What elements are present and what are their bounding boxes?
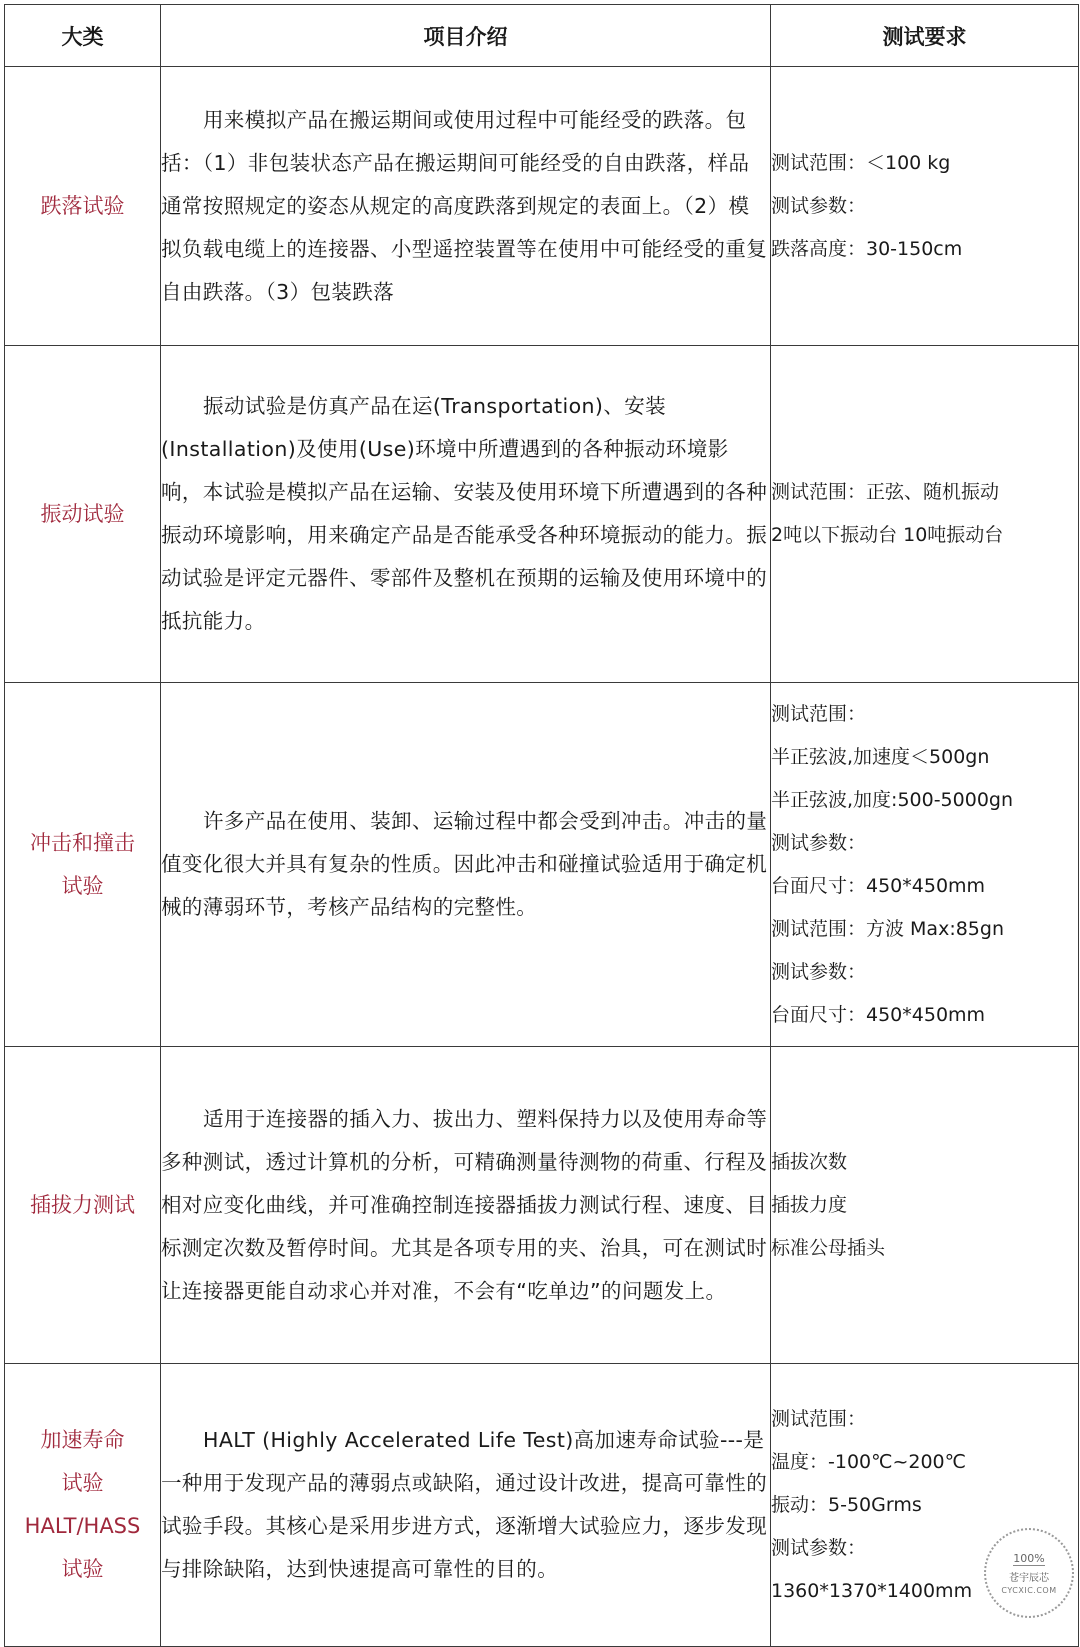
intro-cell [161, 1364, 771, 1647]
seal-name: 苍宇辰芯 [1009, 1572, 1049, 1584]
category-label: 插拔力测试 [30, 1192, 135, 1217]
watermark-seal [984, 1528, 1074, 1618]
requirement-line: 测试参数： [771, 831, 867, 854]
requirement-line: 振动：5-50Grms [771, 1493, 922, 1516]
requirement-line: 测试范围：正弦、随机振动 [771, 481, 1000, 503]
requirements-cell [771, 1047, 1079, 1364]
header-requirements: 测试要求 [771, 5, 1079, 67]
requirement-line: 测试范围：＜100 kg [771, 151, 951, 174]
requirement-line: 半正弦波,加速度＜500gn [771, 745, 990, 768]
category-cell [5, 683, 161, 1047]
requirement-line: 半正弦波,加度:500-5000gn [771, 788, 1014, 811]
intro-cell [161, 1047, 771, 1364]
header-row [5, 5, 1079, 67]
requirement-line: 测试范围：方波 Max:85gn [771, 917, 1005, 940]
table-row [5, 346, 1079, 683]
intro-text: 许多产品在使用、装卸、运输过程中都会受到冲击。冲击的量值变化很大并具有复杂的性质。因此冲击和碰撞试验适用于确定机械的薄弱环节，考核产品结构的完整性。 [161, 809, 768, 919]
test-items-table [4, 4, 1079, 1647]
category-label: 跌落试验 [40, 193, 125, 218]
category-label: 加速寿命 [40, 1428, 125, 1452]
header-category: 大类 [5, 5, 161, 67]
requirement-line: 跌落高度：30-150cm [771, 237, 963, 260]
requirement-line: 测试参数： [771, 960, 867, 983]
table-row [5, 1364, 1079, 1647]
requirement-line: 测试范围： [771, 702, 867, 725]
seal-percent: 100% [1013, 1551, 1045, 1565]
requirement-line: 插拔次数 [771, 1150, 848, 1173]
category-label: 试验 [61, 1557, 104, 1581]
requirement-line: 测试参数： [771, 194, 867, 217]
requirement-line: 测试参数： [771, 1536, 867, 1559]
category-cell [5, 67, 161, 346]
intro-text: 振动试验是仿真产品在运(Transportation)、安装(Installation)及使用(Use)环境中所遭遇到的各种振动环境影响，本试验是模拟产品在运输、安装及使用环境下所遭遇到的各种振动环境影响，用来确定产品是否能承受各种环境振动的能力。振动试验是评定元器件、零部件及整机在预期的运输及使用环境中的抵抗能力。 [161, 394, 768, 633]
seal-domain: CYCXIC.COM [1001, 1585, 1057, 1595]
intro-cell [161, 346, 771, 683]
table-row [5, 683, 1079, 1047]
requirements-cell [771, 67, 1079, 346]
category-label: 试验 [61, 1471, 104, 1495]
category-label: 冲击和撞击 [30, 830, 135, 855]
requirement-line: 台面尺寸：450*450mm [771, 874, 986, 897]
category-label: 振动试验 [40, 501, 125, 526]
requirements-cell [771, 683, 1079, 1047]
category-cell [5, 1364, 161, 1647]
category-label: HALT/HASS [24, 1514, 141, 1538]
category-cell [5, 1047, 161, 1364]
requirement-line: 1360*1370*1400mm [771, 1579, 973, 1602]
intro-text: 用来模拟产品在搬运期间或使用过程中可能经受的跌落。包括：（1）非包装状态产品在搬运期间可能经受的自由跌落，样品通常按照规定的姿态从规定的高度跌落到规定的表面上。（2）模拟负载电缆上的连接器、小型遥控装置等在使用中可能经受的重复自由跌落。（3）包装跌落 [161, 107, 768, 304]
header-intro: 项目介绍 [161, 5, 771, 67]
requirements-cell [771, 346, 1079, 683]
intro-cell [161, 683, 771, 1047]
intro-cell [161, 67, 771, 346]
requirement-line: 温度：-100℃~200℃ [771, 1450, 966, 1473]
requirement-line: 台面尺寸：450*450mm [771, 1003, 986, 1026]
table-row [5, 1047, 1079, 1364]
intro-text: 适用于连接器的插入力、拔出力、塑料保持力以及使用寿命等多种测试，透过计算机的分析，可精确测量待测物的荷重、行程及相对应变化曲线，并可准确控制连接器插拔力测试行程、速度、目标测定次数及暂停时间。尤其是各项专用的夹、治具，可在测试时让连接器更能自动求心并对准，不会有“吃单边”的问题发上。 [161, 1106, 768, 1303]
category-label: 试验 [61, 873, 104, 898]
requirement-line: 插拔力度 [771, 1193, 848, 1216]
category-cell [5, 346, 161, 683]
table-row [5, 67, 1079, 346]
intro-text: HALT (Highly Accelerated Life Test)高加速寿命试验---是一种用于发现产品的薄弱点或缺陷，通过设计改进，提高可靠性的试验手段。其核心是采用步进方式，逐渐增大试验应力，逐步发现与排除缺陷，达到快速提高可靠性的目的。 [161, 1428, 768, 1581]
requirement-line: 标准公母插头 [771, 1236, 886, 1259]
requirement-line: 2吨以下振动台 10吨振动台 [771, 524, 1004, 546]
requirement-line: 测试范围： [771, 1407, 867, 1430]
